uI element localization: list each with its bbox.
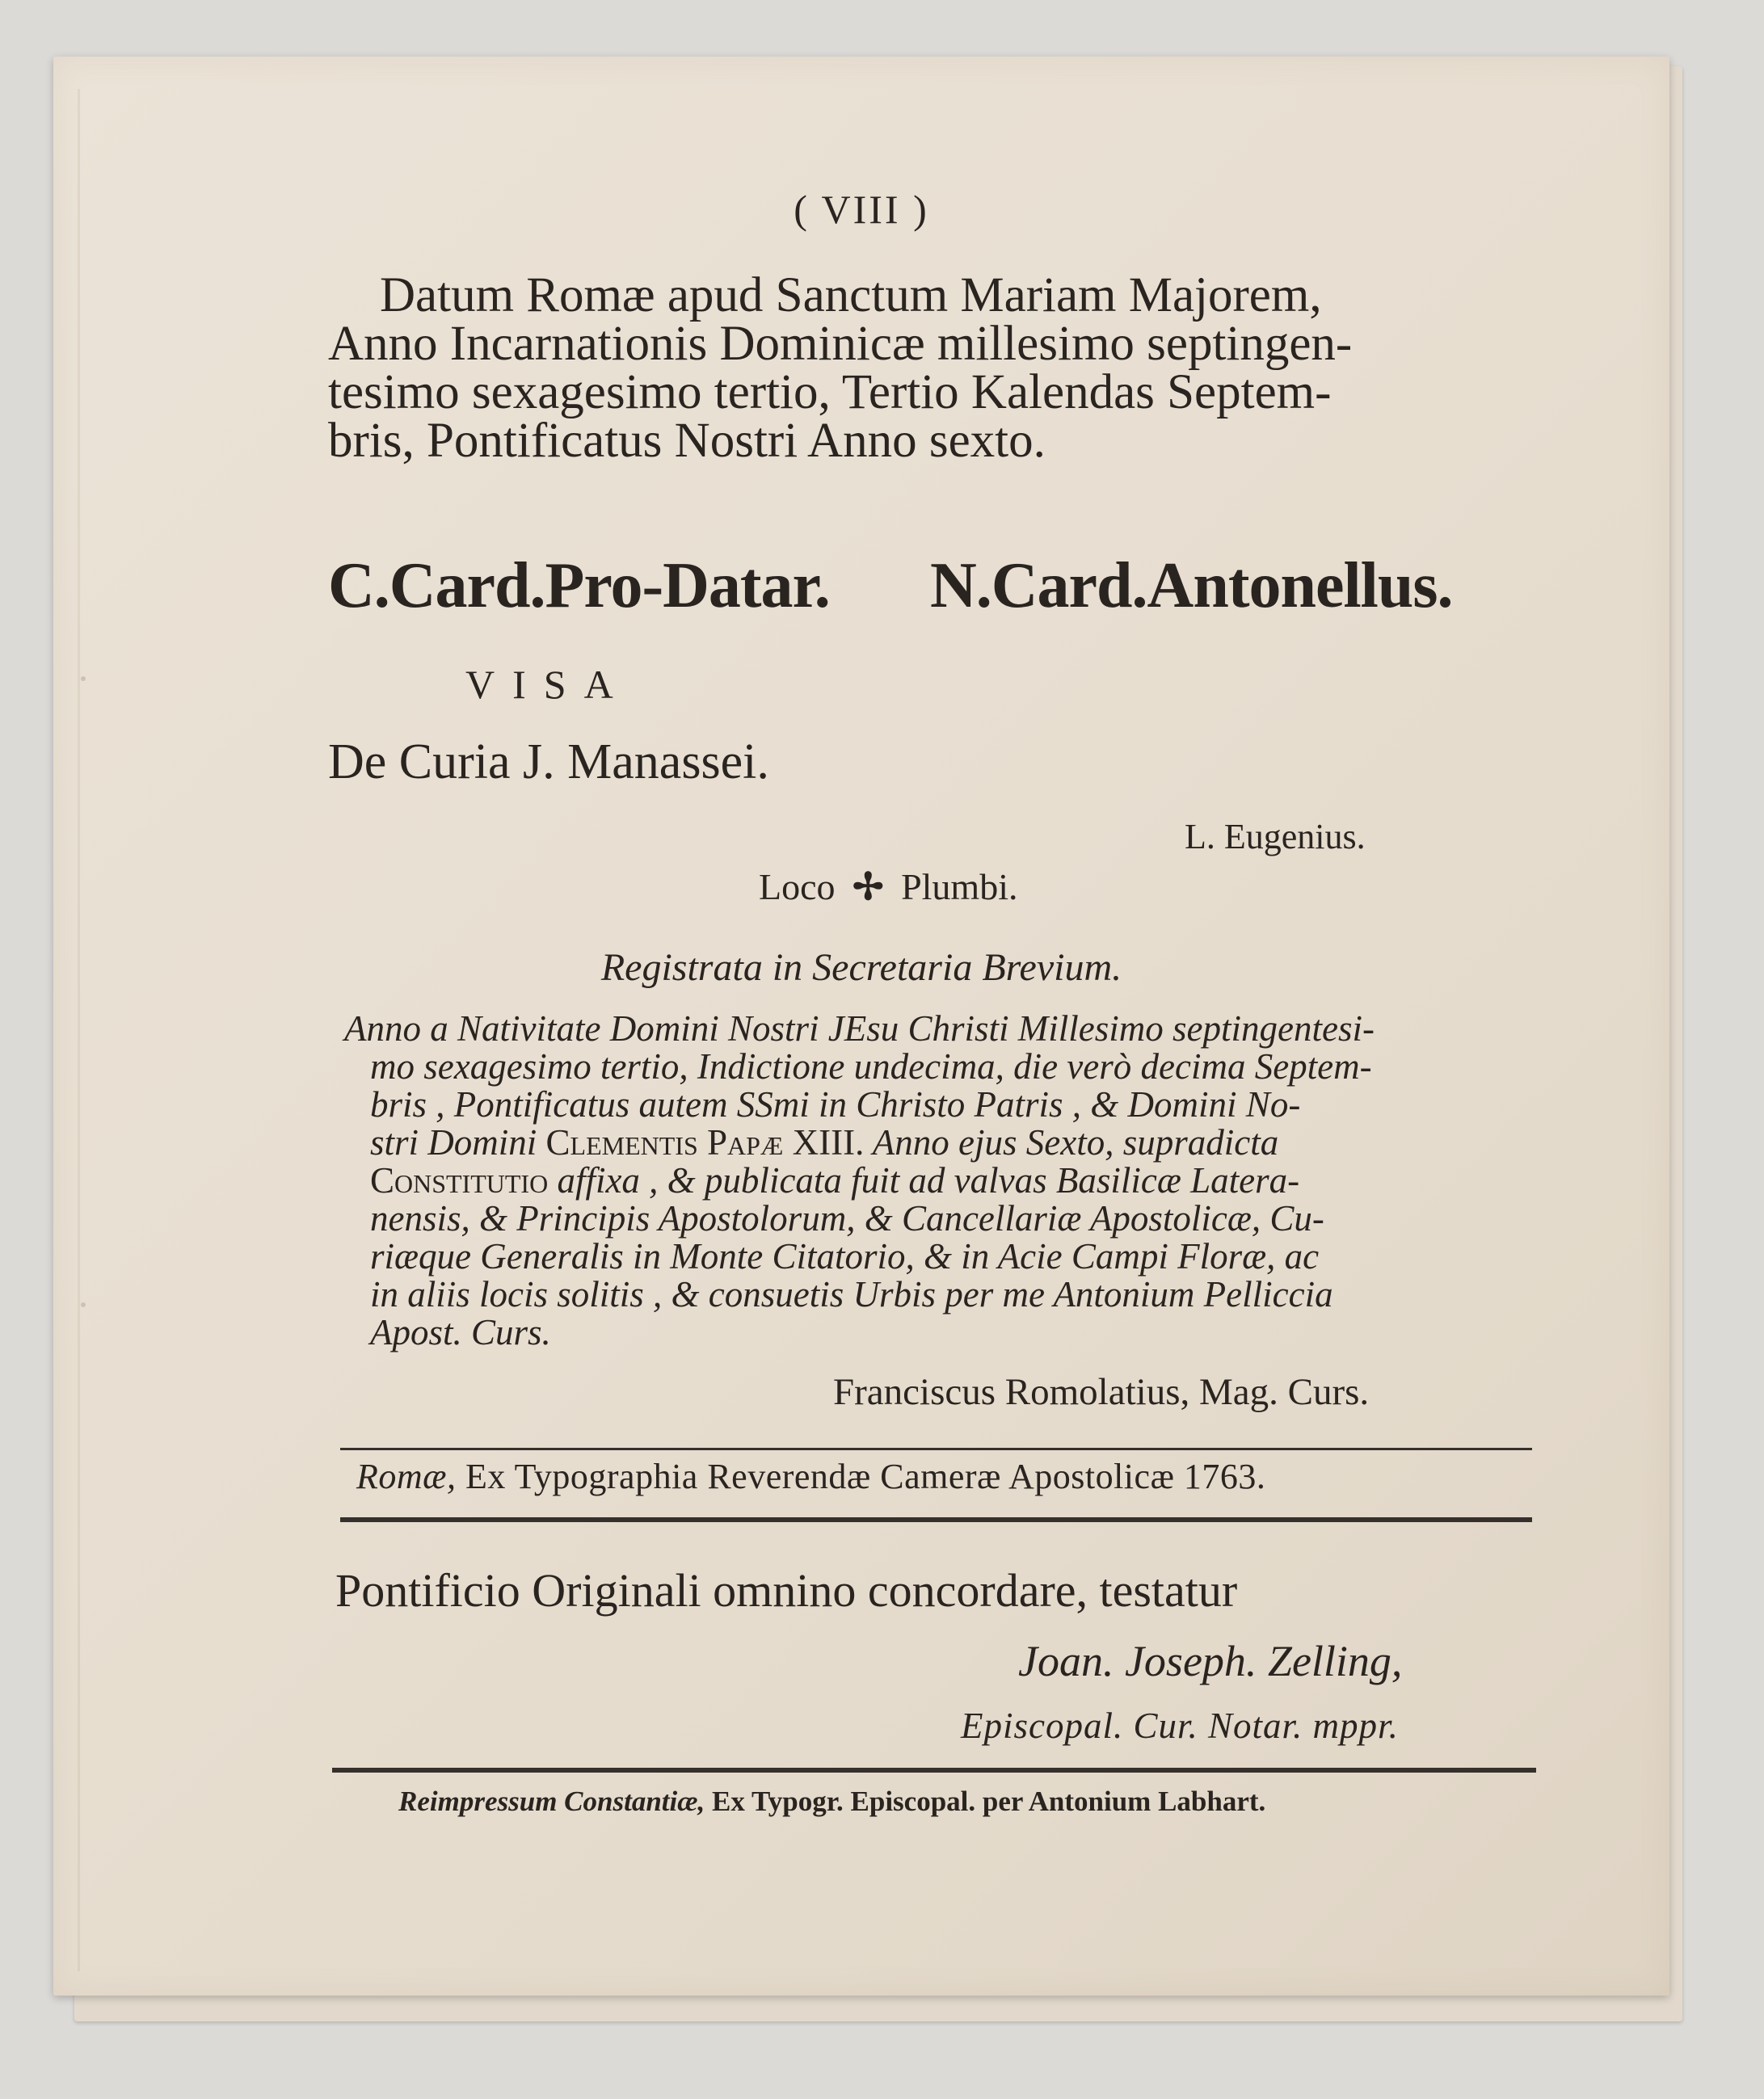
anno-line-6: nensis, & Principis Apostolorum, & Cancellariæ Apostolicæ, Cu-	[370, 1198, 1324, 1239]
anno-line-4-start: stri Domini	[370, 1122, 537, 1163]
pontificio-line: Pontificio Originali omnino concordare, testatur	[335, 1564, 1238, 1617]
registrata-heading: Registrata in Secretaria Brevium.	[600, 946, 1122, 989]
imprint-line	[356, 1456, 1265, 1497]
visa-heading: VISA	[465, 662, 631, 707]
anno-line-8: in aliis locis solitis , & consuetis Urbis per me Antonium Pelliccia	[370, 1274, 1333, 1315]
notary-title: Episcopal. Cur. Notar. mppr.	[961, 1706, 1399, 1746]
document-page	[53, 57, 1669, 1996]
franciscus-signature: Franciscus Romolatius, Mag. Curs.	[833, 1371, 1370, 1413]
loco-label: Loco	[759, 866, 836, 907]
page-number: ( VIII )	[794, 187, 929, 232]
loco-plumbi	[759, 864, 1018, 908]
de-curia-line: De Curia J. Manassei.	[328, 734, 769, 789]
anno-line-4	[370, 1124, 1278, 1162]
clementis-papae: Clementis Papæ XIII.	[545, 1122, 865, 1163]
anno-line-1: Anno a Nativitate Domini Nostri JEsu Christi Millesimo septingentesi-	[344, 1008, 1375, 1049]
cross-icon: ✢	[853, 866, 884, 907]
rule-above-reimpressum	[332, 1768, 1536, 1773]
anno-line-2: mo sexagesimo tertio, Indictione undecima, die verò decima Septem-	[370, 1046, 1372, 1087]
anno-line-9: Apost. Curs.	[370, 1312, 551, 1352]
imprint-city: Romæ,	[356, 1457, 457, 1496]
notary-name: Joan. Joseph. Zelling,	[1018, 1637, 1403, 1685]
anno-line-4-end: Anno ejus Sexto, supradicta	[872, 1122, 1279, 1163]
signature-pro-datar: C.Card.Pro-Datar.	[328, 550, 830, 621]
reimpressum-italic: Reimpressum Constantiæ,	[398, 1786, 705, 1817]
signature-antonellus: N.Card.Antonellus.	[930, 550, 1453, 621]
anno-line-5	[370, 1162, 1299, 1200]
constitutio-word: Constitutio	[370, 1160, 549, 1201]
binding-hole	[81, 1302, 86, 1307]
datum-line-4: bris, Pontificatus Nostri Anno sexto.	[328, 414, 1046, 468]
eugenius-signature: L. Eugenius.	[1185, 817, 1366, 856]
imprint-text: Ex Typographia Reverendæ Cameræ Apostolicæ 1763.	[465, 1457, 1266, 1496]
datum-line-2: Anno Incarnationis Dominicæ millesimo septingen-	[328, 317, 1353, 371]
anno-line-3: bris , Pontificatus autem SSmi in Christo Patris , & Domini No-	[370, 1084, 1301, 1125]
rule-below-imprint	[340, 1517, 1532, 1522]
reimpressum-rest: Ex Typogr. Episcopal. per Antonium Labhart.	[712, 1786, 1266, 1817]
plumbi-label: Plumbi.	[901, 866, 1018, 907]
reimpressum-line	[398, 1786, 1265, 1818]
anno-line-5-end: affixa , & publicata fuit ad valvas Basilicæ Latera-	[557, 1160, 1300, 1201]
binding-hole	[81, 676, 86, 681]
datum-line-1: Datum Romæ apud Sanctum Mariam Majorem,	[380, 268, 1322, 322]
rule-above-imprint	[340, 1448, 1532, 1450]
binding-holes	[78, 57, 89, 1996]
datum-line-3: tesimo sexagesimo tertio, Tertio Kalendas Septem-	[328, 365, 1332, 419]
anno-line-7: riæque Generalis in Monte Citatorio, & in Acie Campi Floræ, ac	[370, 1236, 1320, 1277]
